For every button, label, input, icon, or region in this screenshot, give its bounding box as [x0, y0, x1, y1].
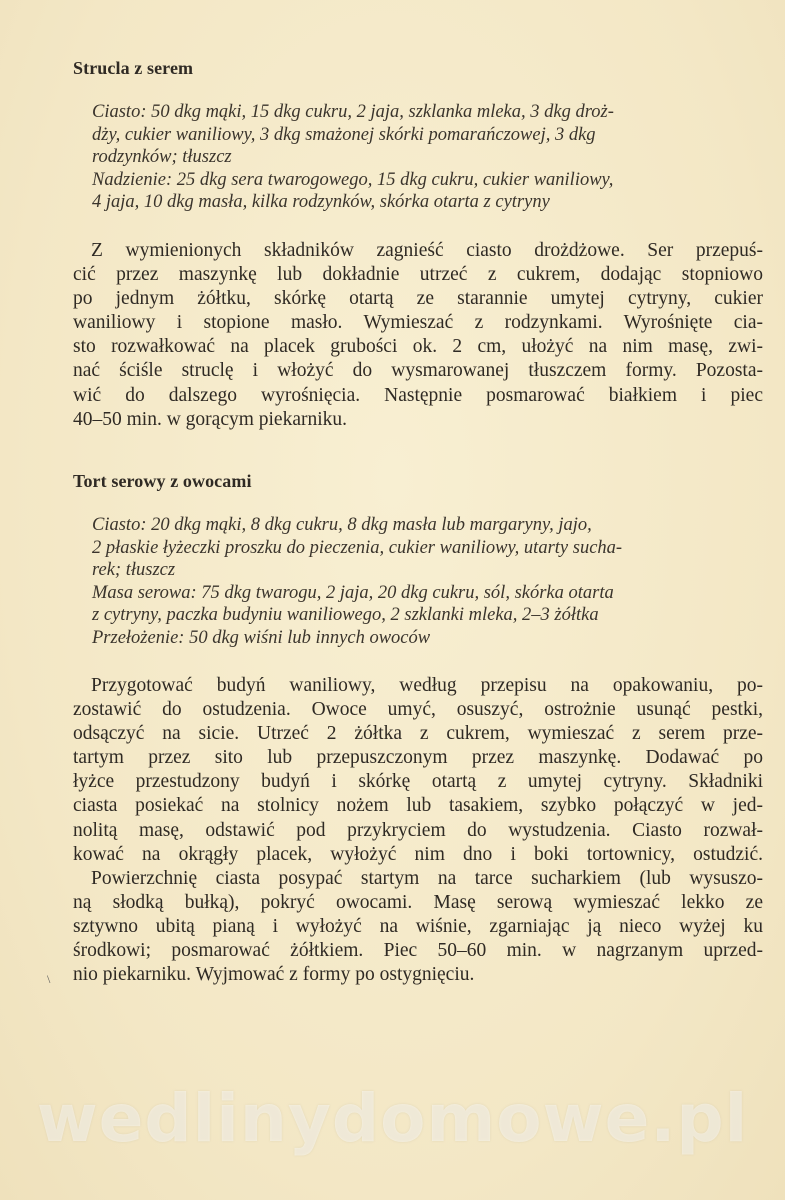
- ingredients-line: Ciasto: 20 dkg mąki, 8 dkg cukru, 8 dkg masła lub margaryny, jajo,: [92, 515, 592, 535]
- ingredients-line: Nadzienie: 25 dkg sera twarogowego, 15 dkg cukru, cukier waniliowy,: [92, 169, 614, 190]
- recipe-instructions: [73, 674, 763, 987]
- instructions-line: nio piekarniku. Wyjmować z formy po ostygnięciu.: [73, 964, 475, 986]
- ingredients-line: 2 płaskie łyżeczki proszku do pieczenia, cukier waniliowy, utarty sucha-: [92, 537, 623, 558]
- recipe-title: Strucla z serem: [73, 58, 194, 78]
- instructions-line: tartym przez sito lub przepuszczonym przez maszynkę. Dodawać po: [73, 747, 763, 769]
- ingredients-line: Ciasto: 50 dkg mąki, 15 dkg cukru, 2 jaja, szklanka mleka, 3 dkg droż-: [92, 102, 614, 122]
- ingredients-block: [92, 514, 762, 650]
- instructions-line: 40–50 min. w gorącym piekarniku.: [73, 408, 348, 430]
- instructions-line: sto rozwałkować na placek grubości ok. 2 cm, ułożyć na nim masę, zwi-: [73, 336, 763, 358]
- instructions-line: waniliowy i stopione masło. Wymieszać z rodzynkami. Wyrośnięte cia-: [73, 312, 763, 334]
- ingredients-line: rodzynków; tłuszcz: [92, 147, 232, 168]
- ingredients-line: dży, cukier waniliowy, 3 dkg smażonej skórki pomarańczowej, 3 dkg: [92, 124, 596, 145]
- instructions-line: nać ściśle struclę i włożyć do wysmarowanej tłuszczem formy. Pozosta-: [73, 360, 763, 382]
- ingredients-line: Masa serowa: 75 dkg twarogu, 2 jaja, 20 dkg cukru, sól, skórka otarta: [92, 582, 614, 603]
- recipe-instructions: [73, 239, 763, 432]
- instructions-line: zostawić do ostudzenia. Owoce umyć, osuszyć, ostrożnie usunąć pestki,: [73, 699, 763, 721]
- watermark: wedlinydomowe.pl: [36, 1080, 749, 1157]
- instructions-line: Z wymienionych składników zagnieść ciasto drożdżowe. Ser przepuś-: [91, 240, 763, 261]
- instructions-line: wić do dalszego wyrośnięcia. Następnie posmarować białkiem i piec: [73, 384, 763, 406]
- instructions-line: łyżce przestudzony budyń i skórkę otartą z umytej cytryny. Składniki: [73, 771, 763, 793]
- instructions-line: nolitą masę, odstawić pod przykryciem do wystudzenia. Ciasto rozwał-: [73, 819, 763, 841]
- ingredients-line: 4 jaja, 10 dkg masła, kilka rodzynków, skórka otarta z cytryny: [92, 192, 550, 213]
- instructions-line: środkowi; posmarować żółtkiem. Piec 50–60 min. w nagrzanym uprzed-: [73, 940, 763, 962]
- instructions-line: cić przez maszynkę lub dokładnie utrzeć z cukrem, dodając stopniowo: [73, 264, 763, 286]
- instructions-line: ną słodką bułką), pokryć owocami. Masę serową wymieszać lekko ze: [73, 891, 763, 913]
- instructions-line: odsączyć na sicie. Utrzeć 2 żółtka z cukrem, wymieszać z serem prze-: [73, 723, 763, 745]
- instructions-line: Powierzchnię ciasta posypać startym na tarce sucharkiem (lub wysuszo-: [91, 867, 763, 889]
- ingredients-line: Przełożenie: 50 dkg wiśni lub innych owoców: [92, 627, 431, 648]
- instructions-line: ciasta posiekać na stolnicy nożem lub tasakiem, szybko połączyć w jed-: [73, 795, 763, 817]
- instructions-line: sztywno ubitą pianą i wyłożyć na wiśnie, zgarniając ją nieco wyżej ku: [73, 915, 763, 937]
- scan-mark: \: [47, 972, 51, 986]
- ingredients-line: rek; tłuszcz: [92, 560, 176, 581]
- recipe-title: Tort serowy z owocami: [73, 471, 252, 491]
- ingredients-line: z cytryny, paczka budyniu waniliowego, 2 szklanki mleka, 2–3 żółtka: [92, 605, 599, 626]
- ingredients-block: [92, 101, 762, 214]
- instructions-line: Przygotować budyń waniliowy, według przepisu na opakowaniu, po-: [91, 675, 763, 696]
- instructions-line: po jednym żółtku, skórkę otartą ze starannie umytej cytryny, cukier: [73, 288, 763, 310]
- instructions-line: kować na okrągły placek, wyłożyć nim dno i boki tortownicy, ostudzić.: [73, 843, 763, 865]
